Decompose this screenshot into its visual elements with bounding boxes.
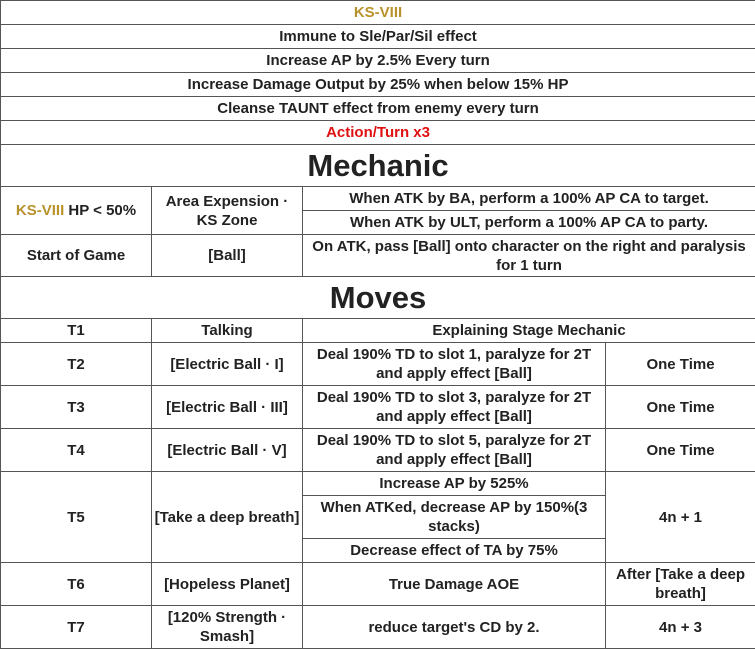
table-row	[1, 386, 755, 429]
move-name: [Hopeless Planet]	[152, 563, 303, 606]
move-turn: T5	[1, 472, 152, 563]
move-effect: Deal 190% TD to slot 5, paralyze for 2T and apply effect [Ball]	[303, 429, 606, 472]
condition-text: HP < 50%	[64, 202, 137, 219]
move-name: [Take a deep breath]	[152, 472, 303, 563]
move-turn: T6	[1, 563, 152, 606]
move-turn: T3	[1, 386, 152, 429]
mechanic-condition-start: Start of Game	[1, 235, 152, 277]
table-row	[1, 429, 755, 472]
table-row	[1, 343, 755, 386]
table-row	[1, 606, 755, 649]
move-name: [Electric Ball · III]	[152, 386, 303, 429]
move-turn: T4	[1, 429, 152, 472]
table-row	[1, 472, 755, 496]
move-name: [120% Strength · Smash]	[152, 606, 303, 649]
move-effect: Deal 190% TD to slot 3, paralyze for 2T and apply effect [Ball]	[303, 386, 606, 429]
move-name: [Electric Ball · I]	[152, 343, 303, 386]
mechanic-area-expansion: Area Expension · KS Zone	[152, 187, 303, 235]
passive-cleanse-taunt: Cleanse TAUNT effect from enemy every turn	[1, 97, 755, 121]
move-turn: T2	[1, 343, 152, 386]
move-frequency: 4n + 3	[606, 606, 755, 649]
boss-name: KS-VIII	[1, 1, 755, 25]
move-effect: reduce target's CD by 2.	[303, 606, 606, 649]
passive-immunity: Immune to Sle/Par/Sil effect	[1, 25, 755, 49]
move-frequency: After [Take a deep breath]	[606, 563, 755, 606]
mechanic-detail-ult: When ATK by ULT, perform a 100% AP CA to party.	[303, 211, 755, 235]
move-frequency: 4n + 1	[606, 472, 755, 563]
move-effect: Deal 190% TD to slot 1, paralyze for 2T and apply effect [Ball]	[303, 343, 606, 386]
mechanic-ball-detail: On ATK, pass [Ball] onto character on the right and paralysis for 1 turn	[303, 235, 755, 277]
moves-header-talking: Talking	[152, 319, 303, 343]
action-per-turn: Action/Turn x3	[1, 121, 755, 145]
move-turn: T7	[1, 606, 152, 649]
move-effect: True Damage AOE	[303, 563, 606, 606]
mechanic-condition-hp	[1, 187, 152, 235]
mechanic-detail-ba: When ATK by BA, perform a 100% AP CA to target.	[303, 187, 755, 211]
passive-ap-gain: Increase AP by 2.5% Every turn	[1, 49, 755, 73]
move-effect-ap-decrease: When ATKed, decrease AP by 150%(3 stacks)	[303, 496, 606, 539]
move-frequency: One Time	[606, 429, 755, 472]
passive-damage-boost: Increase Damage Output by 25% when below 15% HP	[1, 73, 755, 97]
move-frequency: One Time	[606, 343, 755, 386]
moves-header-turn: T1	[1, 319, 152, 343]
move-frequency: One Time	[606, 386, 755, 429]
moves-heading: Moves	[1, 277, 755, 319]
table-row	[1, 563, 755, 606]
mechanic-heading: Mechanic	[1, 145, 755, 187]
move-effect-ap-increase: Increase AP by 525%	[303, 472, 606, 496]
boss-name-inline: KS-VIII	[15, 202, 65, 219]
moves-header-explaining: Explaining Stage Mechanic	[303, 319, 755, 343]
move-name: [Electric Ball · V]	[152, 429, 303, 472]
mechanic-ball-effect: [Ball]	[152, 235, 303, 277]
move-effect-ta-decrease: Decrease effect of TA by 75%	[303, 539, 606, 563]
